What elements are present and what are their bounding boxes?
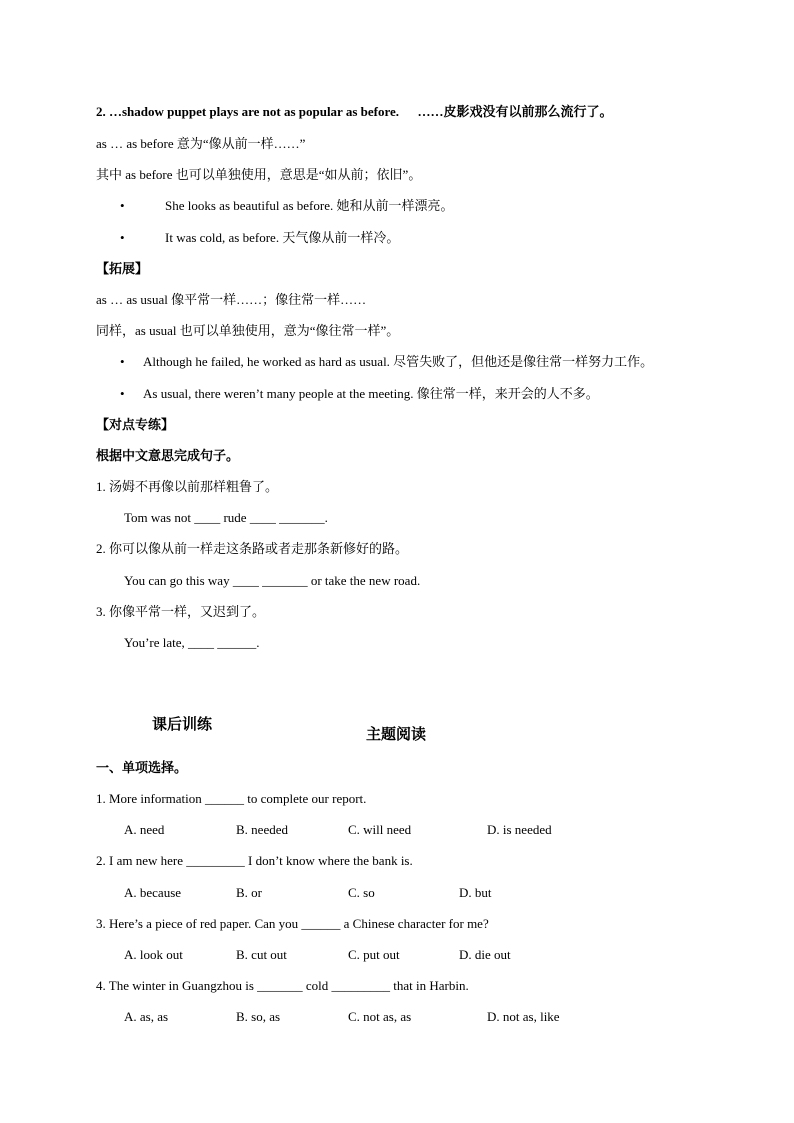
section2-title-zh: ……皮影戏没有以前那么流行了。 (417, 104, 613, 119)
bullet-text: She looks as beautiful as before. 她和从前一样漂亮。 (165, 198, 454, 213)
bullet-text: Although he failed, he worked as hard as usual. 尽管失败了，但他还是像往常一样努力工作。 (143, 354, 654, 369)
mcq-1-option-c: C. will need (348, 822, 412, 837)
bullet-mark: • (120, 230, 125, 245)
bullet-text: It was cold, as before. 天气像从前一样冷。 (165, 230, 400, 245)
bullet-mark: • (120, 198, 125, 213)
mcq-title: 一、单项选择。 (96, 760, 188, 775)
practice-instruction: 根据中文意思完成句子。 (96, 448, 240, 463)
bullet-mark: • (120, 354, 125, 369)
practice-item-3-en: You’re late, ____ ______. (124, 635, 260, 650)
section2-bullet-1 (120, 198, 454, 214)
section2-line2: 其中 as before 也可以单独使用，意思是“如从前；依旧”。 (96, 167, 422, 182)
practice-item-2-en: You can go this way ____ _______ or take the new road. (124, 573, 421, 588)
section2-line1: as … as before 意为“像从前一样……” (96, 136, 306, 151)
extension-line2: 同样，as usual 也可以单独使用，意为“像往常一样”。 (96, 323, 400, 338)
mcq-1-option-a: A. need (124, 822, 165, 837)
mcq-4-option-a: A. as, as (124, 1009, 169, 1024)
extension-bullet-2 (120, 386, 599, 402)
practice-item-1-en: Tom was not ____ rude ____ _______. (124, 510, 328, 525)
practice-item-1-zh: 1. 汤姆不再像以前那样粗鲁了。 (96, 479, 279, 494)
extension-bullet-1 (120, 354, 654, 370)
mcq-question-4: 4. The winter in Guangzhou is _______ cold _________ that in Harbin. (96, 978, 469, 993)
mcq-4-option-c: C. not as, as (348, 1009, 412, 1024)
mcq-3-option-d: D. die out (459, 947, 511, 962)
mcq-question-1: 1. More information ______ to complete our report. (96, 791, 367, 806)
practice-title: 【对点专练】 (96, 417, 175, 432)
bullet-mark: • (120, 386, 125, 401)
practice-item-2-zh: 2. 你可以像从前一样走这条路或者走那条新修好的路。 (96, 541, 409, 556)
mcq-1-option-b: B. needed (236, 822, 288, 837)
mcq-2-option-c: C. so (348, 885, 375, 900)
mcq-question-2: 2. I am new here _________ I don’t know where the bank is. (96, 853, 413, 868)
mcq-question-3: 3. Here’s a piece of red paper. Can you ______ a Chinese character for me? (96, 916, 489, 931)
mcq-2-option-a: A. because (124, 885, 182, 900)
heading-after-class: 课后训练 (152, 717, 213, 733)
practice-item-3-zh: 3. 你像平常一样，又迟到了。 (96, 604, 266, 619)
extension-title: 【拓展】 (96, 261, 149, 276)
section2-title-en: 2. …shadow puppet plays are not as popular as before. (96, 104, 400, 119)
mcq-3-option-c: C. put out (348, 947, 400, 962)
mcq-3-option-b: B. cut out (236, 947, 287, 962)
mcq-2-option-d: D. but (459, 885, 492, 900)
section2-bullet-2 (120, 230, 400, 246)
mcq-1-option-d: D. is needed (487, 822, 552, 837)
mcq-2-option-b: B. or (236, 885, 262, 900)
mcq-3-option-a: A. look out (124, 947, 183, 962)
section2-title (96, 104, 613, 120)
extension-line1: as … as usual 像平常一样……；像往常一样…… (96, 292, 367, 307)
mcq-4-option-b: B. so, as (236, 1009, 281, 1024)
mcq-4-option-d: D. not as, like (487, 1009, 560, 1024)
heading-theme-reading: 主题阅读 (366, 727, 427, 743)
bullet-text: As usual, there weren’t many people at the meeting. 像往常一样，来开会的人不多。 (143, 386, 599, 401)
